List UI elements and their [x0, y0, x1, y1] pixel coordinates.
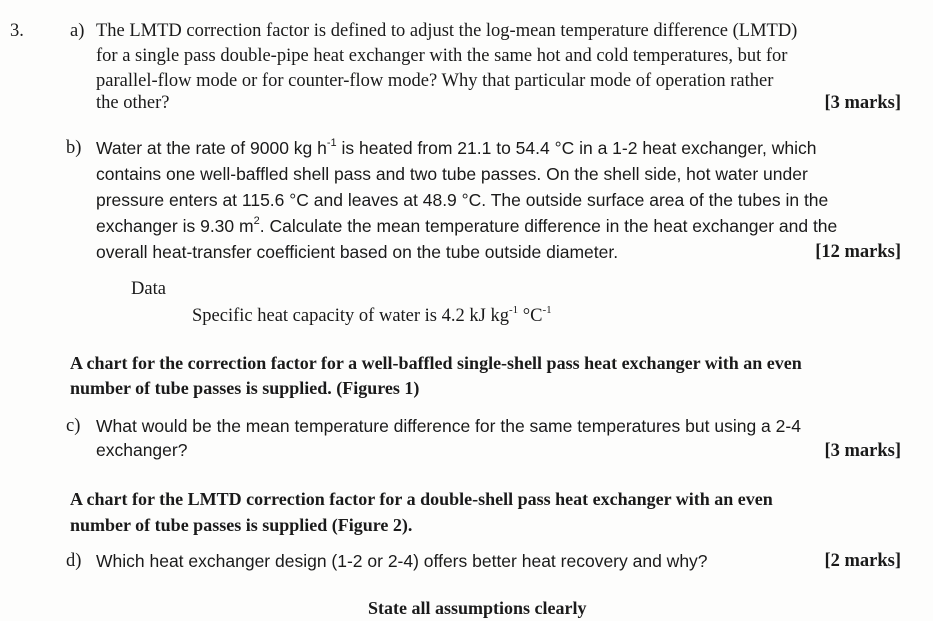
part-d-marks: [2 marks] [824, 551, 901, 571]
part-c-marks: [3 marks] [824, 441, 901, 461]
part-b-line-2: contains one well-baffled shell pass and two tube passes. On the shell side, hot water under [96, 164, 808, 184]
part-b-line-3: pressure enters at 115.6 °C and leaves at 48.9 °C. The outside surface area of the tubes in the [96, 190, 829, 210]
part-a-line-1: The LMTD correction factor is defined to adjust the log-mean temperature difference (LMTD) [96, 21, 798, 41]
question-number: 3. [10, 21, 24, 41]
part-b-line-4: exchanger is 9.30 $m^2$. Calculate the mean temperature difference in the heat exchanger and the [96, 215, 838, 236]
part-c-label: c) [66, 416, 81, 436]
part-c-line-2: exchanger? [96, 440, 188, 460]
chart-note-2-line-1: A chart for the LMTD correction factor for a double-shell pass heat exchanger with an even [70, 489, 773, 509]
part-a-line-2: for a single pass double-pipe heat exchanger with the same hot and cold temperatures, but for [96, 46, 788, 66]
chart-note-1-line-2: number of tube passes is supplied. (Figures 1) [70, 378, 420, 398]
part-b-line-5: overall heat-transfer coefficient based on the tube outside diameter. [96, 242, 619, 262]
part-a-line-4: the other? [96, 93, 170, 113]
chart-note-2-line-2: number of tube passes is supplied (Figure 2). [70, 515, 413, 535]
part-d-label: d) [66, 551, 82, 571]
data-heading: Data [131, 279, 166, 299]
footer-instruction: State all assumptions clearly [368, 598, 587, 618]
part-a-line-3: parallel-flow mode or for counter-flow mode? Why that particular mode of operation rather [96, 71, 774, 91]
part-d-text: Which heat exchanger design (1-2 or 2-4) offers better heat recovery and why? [96, 551, 708, 571]
part-c-line-1: What would be the mean temperature difference for the same temperatures but using a 2-4 [96, 416, 801, 436]
data-specific-heat: Specific heat capacity of water is 4.2 kJ $kg^{-1}$ $^\circ C^{-1}$ [192, 304, 552, 326]
part-a-marks: [3 marks] [824, 93, 901, 113]
part-b-marks: [12 marks] [815, 242, 901, 262]
part-b-label: b) [66, 138, 82, 158]
part-a-label: a) [70, 21, 85, 41]
chart-note-1-line-1: A chart for the correction factor for a well-baffled single-shell pass heat exchanger with an even [70, 353, 802, 373]
part-b-line-1: Water at the rate of 9000 kg $h^{-1}$ is heated from 21.1 to 54.4 °C in a 1-2 heat exchanger, which [96, 137, 817, 158]
